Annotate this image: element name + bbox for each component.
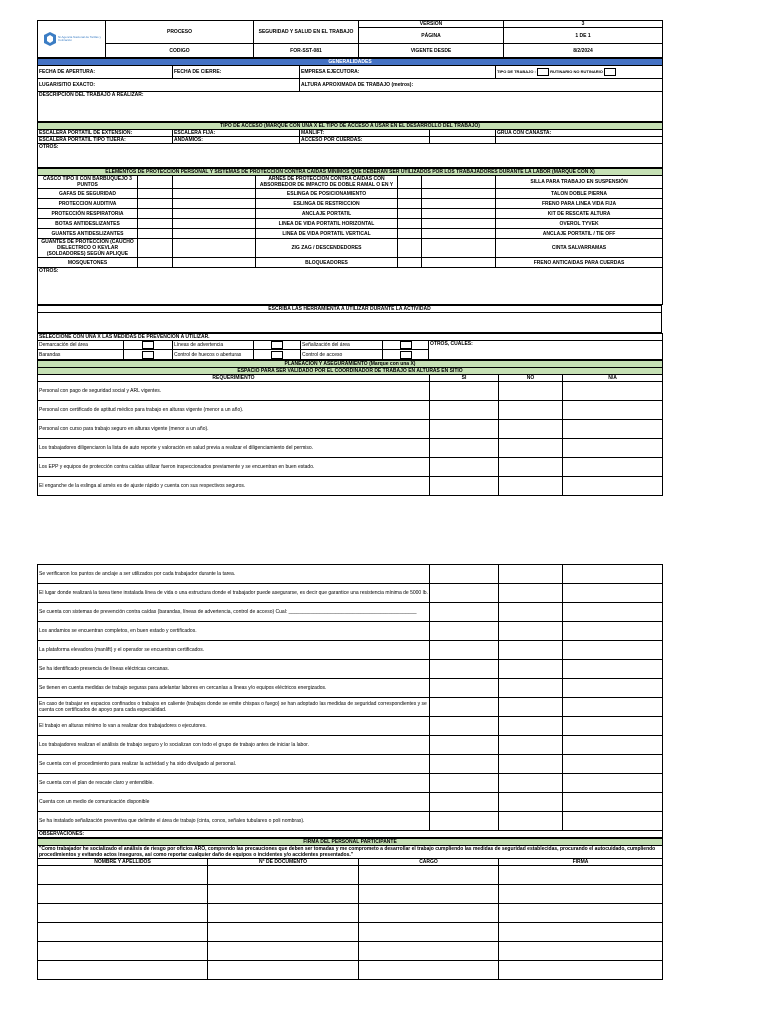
permit-page-1 [37,20,662,496]
requirement-no-cell[interactable] [499,382,563,401]
escalera-fija-option[interactable]: ESCALERA FIJA: [173,130,300,137]
signature-row [38,885,663,904]
epp-row [38,258,663,268]
requirement-text: Los andamios se encuentran completos, en buen estado y certificados. [38,622,430,641]
epp-item-mark[interactable] [138,209,173,219]
requirement-si-cell[interactable] [430,698,499,717]
requirement-no-cell[interactable] [499,439,563,458]
requirement-na-cell[interactable] [563,565,663,584]
requirement-si-cell[interactable] [430,439,499,458]
requirement-na-cell[interactable] [563,622,663,641]
requirement-row [38,755,663,774]
cargo-input-cell[interactable] [359,885,499,904]
no-rutinario-checkbox[interactable] [604,68,616,76]
epp-item-mark[interactable] [422,176,496,189]
requirement-si-cell[interactable] [430,736,499,755]
requirement-row [38,382,663,401]
requirement-row [38,774,663,793]
epp-item-mark[interactable] [398,229,422,239]
documento-input-cell[interactable] [208,904,359,923]
epp-item-label: CASCO TIPO II CON BARBUQUEJO 3 PUNTOS [38,176,138,189]
requirement-no-cell[interactable] [499,477,563,496]
grua-mark[interactable] [496,137,663,144]
epp-item-label: GAFAS DE SEGURIDAD [38,189,138,199]
epp-item-mark[interactable] [422,239,496,258]
documento-input-cell[interactable] [208,961,359,980]
lineas-checkbox[interactable] [271,341,283,349]
epp-item-mark[interactable] [138,199,173,209]
requirement-row [38,679,663,698]
cargo-input-cell[interactable] [359,942,499,961]
version-value: 3 [504,21,663,28]
requirement-row [38,793,663,812]
requirement-text: La plataforma elevadora (manlift) y el operador se encuentran certificados. [38,641,430,660]
no-rutinario-label: NO RUTINARIO [573,69,603,75]
barandas-checkbox[interactable] [142,351,154,359]
epp-item-mark[interactable] [173,209,256,219]
epp-item-label: ZIG ZAG / DESCENDEDORES [256,239,398,258]
epp-item-mark[interactable] [138,219,173,229]
requirement-si-cell[interactable] [430,774,499,793]
nombre-input-cell[interactable] [38,961,208,980]
fecha-apertura-field[interactable]: FECHA DE APERTURA: [38,66,173,79]
epp-item-mark[interactable] [398,258,422,268]
requirement-text: Personal con certificado de aptitud médico para trabajo en alturas vigente (menor a un año). [38,401,430,420]
requirement-text: Se ha instalado señalización preventiva que delimite el área de trabajo (cinta, conos, señales tubulares o poli nombras). [38,812,430,831]
observaciones-field[interactable]: OBSERVACIONES: [38,831,663,838]
requirement-na-cell[interactable] [563,774,663,793]
epp-item-mark[interactable] [398,199,422,209]
requirement-na-cell[interactable] [563,641,663,660]
requirement-no-cell[interactable] [499,774,563,793]
firma-input-cell[interactable] [499,904,663,923]
requirement-row [38,622,663,641]
manlift-option[interactable]: MANLIFT: [300,130,430,137]
requirement-na-cell[interactable] [563,660,663,679]
requirement-row [38,641,663,660]
epp-item-label: GUANTES ANTIDESLIZANTES [38,229,138,239]
epp-item-label: ESLINGA DE RESTRICCION [256,199,398,209]
requirement-text: Personal con pago de seguridad social y ARL vigentes. [38,382,430,401]
requirement-no-cell[interactable] [499,622,563,641]
requirement-no-cell[interactable] [499,755,563,774]
epp-item-mark[interactable] [422,199,496,209]
requirement-text: El lugar donde realizará la tarea tiene instalada línea de vida o una estructura donde el trabajador puede asegurarse, es decir que garantice una resistencia mínima de 5000 lb. [38,584,430,603]
vigente-label: VIGENTE DESDE [359,44,504,58]
col-cargo: CARGO [359,859,499,866]
cargo-input-cell[interactable] [359,923,499,942]
cargo-input-cell[interactable] [359,866,499,885]
escalera-extension-option[interactable]: ESCALERA PORTATIL DE EXTENSIÓN: [38,130,173,137]
planeacion-continued [37,564,663,838]
epp-row [38,176,663,189]
requirement-na-cell[interactable] [563,793,663,812]
epp-row [38,219,663,229]
requirement-na-cell[interactable] [563,755,663,774]
col-si: SI [430,375,499,382]
requirement-no-cell[interactable] [499,458,563,477]
requirement-si-cell[interactable] [430,420,499,439]
documento-input-cell[interactable] [208,885,359,904]
epp-row [38,229,663,239]
epp-item-label: BLOQUEADORES [256,258,398,268]
nombre-input-cell[interactable] [38,866,208,885]
grua-option[interactable]: GRÚA CON CANASTA: [496,130,663,137]
epp-item-label: FRENO ANTICAIDAS PARA CUERDAS [496,258,663,268]
requirement-text: El trabajo en alturas mínimo lo van a realizar dos trabajadores o ejecutores. [38,717,430,736]
requirement-na-cell[interactable] [563,717,663,736]
requirement-na-cell[interactable] [563,603,663,622]
requirement-text: Se cuenta con el plan de rescate claro y entendible. [38,774,430,793]
requirement-si-cell[interactable] [430,755,499,774]
epp-row [38,209,663,219]
requirement-text: Se ha identificado presencia de líneas eléctricas cercanas. [38,660,430,679]
requirement-si-cell[interactable] [430,565,499,584]
epp-item-label: LINEA DE VIDA PORTATIL VERTICAL [256,229,398,239]
control-huecos-checkbox[interactable] [271,351,283,359]
epp-item-label: FRENO PARA LINEA VIDA FIJA [496,199,663,209]
epp-item-mark[interactable] [398,209,422,219]
andamios-option[interactable]: ANDAMIOS: [173,137,300,144]
control-acceso-label: Control de acceso [301,350,383,360]
altura-field[interactable]: ALTURA APROXIMADA DE TRABAJO (metros): [300,79,663,92]
firma-input-cell[interactable] [499,961,663,980]
epp-item-mark[interactable] [398,239,422,258]
generalidades-section [37,58,663,122]
senalizacion-checkbox[interactable] [400,341,412,349]
tipo-acceso-title: TIPO DE ACCESO (MARQUE CON UNA X EL TIPO DE ACCESO A USAR EN EL DESARROLLO DEL TRABAJO) [38,123,663,130]
requirement-no-cell[interactable] [499,717,563,736]
epp-item-mark[interactable] [422,229,496,239]
requirement-no-cell[interactable] [499,584,563,603]
epp-item-label: PROTECCIÓN RESPIRATORIA [38,209,138,219]
signature-row [38,961,663,980]
epp-item-mark[interactable] [173,229,256,239]
requirement-text: En caso de trabajar en espacios confinados o trabajos en caliente (trabajos donde se emite chispas o fuego) se han adoptado las medidas de seguridad correspondientes y se cuenta con certificados de apoyo para cada especialidad. [38,698,430,717]
documento-input-cell[interactable] [208,866,359,885]
logo-cell [38,21,106,58]
epp-item-mark[interactable] [422,209,496,219]
epp-row [38,189,663,199]
nombre-input-cell[interactable] [38,885,208,904]
requirement-no-cell[interactable] [499,420,563,439]
company-logo-icon [42,31,58,47]
requirement-no-cell[interactable] [499,679,563,698]
requirement-row [38,420,663,439]
nombre-input-cell[interactable] [38,942,208,961]
epp-section [37,168,663,305]
requirement-na-cell[interactable] [563,420,663,439]
cargo-input-cell[interactable] [359,904,499,923]
epp-item-label: LINEA DE VIDA PORTATIL HORIZONTAL [256,219,398,229]
requirement-na-cell[interactable] [563,679,663,698]
requirement-no-cell[interactable] [499,793,563,812]
requirement-no-cell[interactable] [499,401,563,420]
medidas-title: SELECCIONE CON UNA X LAS MEDIDAS DE PREVENCIÓN A UTILIZAR. [38,334,663,341]
requirement-na-cell[interactable] [563,698,663,717]
requirement-na-cell[interactable] [563,382,663,401]
requirement-na-cell[interactable] [563,736,663,755]
requirement-si-cell[interactable] [430,793,499,812]
firma-section [37,838,663,980]
codigo-label: CODIGO [106,44,254,58]
planeacion-section [37,360,663,496]
fecha-cierre-field[interactable]: FECHA DE CIERRE: [173,66,300,79]
vigente-value: 8/2/2024 [504,44,663,58]
epp-item-label: CINTA SALVARRAMAS [496,239,663,258]
col-na: N/A [563,375,663,382]
epp-row [38,239,663,258]
epp-item-label: PROTECCION AUDITIVA [38,199,138,209]
requirement-no-cell[interactable] [499,641,563,660]
tipo-acceso-section [37,122,663,168]
requirement-si-cell[interactable] [430,679,499,698]
requirement-na-cell[interactable] [563,439,663,458]
requirement-no-cell[interactable] [499,812,563,831]
proceso-value: SEGURIDAD Y SALUD EN EL TRABAJO [254,21,359,44]
col-nombre: NOMBRE Y APELLIDOS [38,859,208,866]
descripcion-field[interactable]: DESCRIPCIÓN DEL TRABAJO A REALIZAR: [38,92,663,122]
requirement-si-cell[interactable] [430,477,499,496]
col-requerimiento: REQUERIMIENTO [38,375,430,382]
acceso-cuerdas-mark[interactable] [430,137,496,144]
empresa-ejecutora-field[interactable]: EMPRESA EJECUTORA: [300,66,496,79]
rutinario-checkbox[interactable] [537,68,549,76]
requirement-text: Se tienen en cuenta medidas de trabajo seguras para adelantar labores en cercanías a líneas y/o equipos eléctricos energizados. [38,679,430,698]
requirement-row [38,812,663,831]
document-header [37,20,663,58]
requirement-text: Se cuenta con el procedimiento para realizar la actividad y ha sido divulgado al personal. [38,755,430,774]
requirement-row [38,401,663,420]
epp-item-mark[interactable] [138,176,173,189]
epp-item-label: GUANTES DE PROTECCIÓN (CAUCHO DIELECTRICO O KEVLAR (SOLDADORES) SEGÚN APLIQUE [38,239,138,258]
pagina-value: 1 DE 1 [504,28,663,44]
requirement-no-cell[interactable] [499,736,563,755]
firma-input-cell[interactable] [499,866,663,885]
requirement-no-cell[interactable] [499,660,563,679]
requirement-na-cell[interactable] [563,458,663,477]
epp-item-mark[interactable] [173,176,256,189]
requirement-si-cell[interactable] [430,622,499,641]
permit-page-2 [37,564,662,980]
epp-item-mark[interactable] [398,189,422,199]
herramienta-section [37,305,662,333]
requirement-row [38,717,663,736]
requirement-text: Se cuenta con sistemas de prevención contra caídas (barandas, líneas de advertencia, control de acceso) Cual: ______________________________________________ [38,603,430,622]
firma-input-cell[interactable] [499,942,663,961]
epp-item-label: ANCLAJE PORTATIL [256,209,398,219]
requirement-text: Se verificaron los puntos de anclaje a ser utilizados por cada trabajador durante la tarea. [38,565,430,584]
documento-input-cell[interactable] [208,942,359,961]
requirement-na-cell[interactable] [563,812,663,831]
epp-item-mark[interactable] [173,258,256,268]
documento-input-cell[interactable] [208,923,359,942]
requirement-text: Los trabajadores diligenciaron la lista de auto reporte y valoración en salud previa a realizar el diligenciamiento del permiso. [38,439,430,458]
escalera-tijera-option[interactable]: ESCALERA PORTATIL TIPO TIJERA: [38,137,173,144]
requirement-si-cell[interactable] [430,603,499,622]
col-documento: N° DE DOCUMENTO [208,859,359,866]
nombre-input-cell[interactable] [38,923,208,942]
requirement-row [38,660,663,679]
epp-item-mark[interactable] [398,176,422,189]
codigo-value: FOR-SST-081 [254,44,359,58]
rutinario-label: RUTINARIO [550,69,573,75]
planeacion-title: PLANEACIÓN Y ASEGURAMIENTO (Marque con una X) [38,361,663,368]
epp-item-label: BOTAS ANTIDESLIZANTES [38,219,138,229]
acceso-otros-field[interactable]: OTROS: [38,144,663,168]
requirement-text: Personal con curso para trabajo seguro en alturas vigente (menor a un año). [38,420,430,439]
epp-item-mark[interactable] [398,219,422,229]
requirement-no-cell[interactable] [499,603,563,622]
medidas-section [37,333,663,360]
requirement-text: Cuenta con un medio de comunicación disponible [38,793,430,812]
col-firma: FIRMA [499,859,663,866]
requirement-text: Los trabajadores realizan el análisis de trabajo seguro y lo socializan con todo el grupo de trabajo antes de iniciar la labor. [38,736,430,755]
epp-item-mark[interactable] [173,239,256,258]
lineas-label: Líneas de advertencia [173,341,254,350]
tipo-trabajo-label: TIPO DE TRABAJO : [497,69,536,75]
epp-item-label: MOSQUETONES [38,258,138,268]
epp-item-label: TALON DOBLE PIERNA [496,189,663,199]
planeacion-subtitle: ESPACIO PARA SER VALIDADO POR EL COORDINADOR DE TRABAJO EN ALTURAS EN SITIO [38,368,663,375]
epp-item-mark[interactable] [138,239,173,258]
signature-row [38,942,663,961]
col-no: NO [499,375,563,382]
requirement-row [38,439,663,458]
requirement-row [38,698,663,717]
tipo-trabajo-cell [496,66,663,79]
proceso-label: PROCESO [106,21,254,44]
herramienta-title: ESCRIBA LAS HERRAMIENTA A UTILIZAR DURANTE LA ACTIVIDAD [38,306,662,313]
otros-cuales-field[interactable]: OTROS, CUALES: [429,341,663,360]
senalizacion-label: Señalización del área [301,341,383,350]
requirement-na-cell[interactable] [563,401,663,420]
firma-title: FIRMA DEL PERSONAL PARTICIPANTE [38,839,663,846]
epp-item-label: ESLINGA DE POSICIONAMIENTO [256,189,398,199]
requirement-text: Los EPP y equipos de protección contra caídas utilizar fueron inspeccionados previamente y se encuentran en buen estado. [38,458,430,477]
requirement-row [38,458,663,477]
signature-row [38,866,663,885]
requirement-row [38,603,663,622]
epp-item-mark[interactable] [138,258,173,268]
control-acceso-checkbox[interactable] [400,351,412,359]
requirement-si-cell[interactable] [430,401,499,420]
acceso-cuerdas-option[interactable]: ACCESO POR CUERDAS: [300,137,430,144]
epp-item-label: KIT DE RESCATE ALTURA [496,209,663,219]
firma-input-cell[interactable] [499,885,663,904]
requirement-text: El enganche de la eslinga al arnés es de ajuste rápido y cuenta con sus respectivos seguros. [38,477,430,496]
epp-item-mark[interactable] [173,219,256,229]
demarcacion-label: Demarcación del área [38,341,124,350]
pagina-label: PÁGINA [359,28,504,44]
signature-row [38,904,663,923]
barandas-label: Barandas [38,350,124,360]
epp-title: ELEMENTOS DE PROTECCIÓN PERSONAL Y SISTEMAS DE PROTECCIÓN CONTRA CAÍDAS MÍNIMOS QUE DEBERÁN SER UTILIZADOS POR LOS TRABAJADORES DURANTE LA LABOR (MARQUE CON X) [38,169,663,176]
epp-item-label: ARNÉS DE PROTECCIÓN CONTRA CAÍDAS CON ABSORBEDOR DE IMPACTO DE DOBLE RAMAL O EN Y [256,176,398,189]
firma-input-cell[interactable] [499,923,663,942]
epp-item-label: SILLA PARA TRABAJO EN SUSPENSIÓN [496,176,663,189]
epp-row [38,199,663,209]
requirement-si-cell[interactable] [430,584,499,603]
epp-item-label: ANCLAJE PORTATIL / TIE OFF [496,229,663,239]
generalidades-title: GENERALIDADES [38,59,663,66]
requirement-no-cell[interactable] [499,565,563,584]
requirement-na-cell[interactable] [563,477,663,496]
requirement-no-cell[interactable] [499,698,563,717]
requirement-si-cell[interactable] [430,717,499,736]
requirement-row [38,584,663,603]
logo-text: Ni Agencia Nacional de Tarifas y Cotización [58,35,101,42]
epp-item-mark[interactable] [138,189,173,199]
requirement-si-cell[interactable] [430,812,499,831]
signature-row [38,923,663,942]
nombre-input-cell[interactable] [38,904,208,923]
requirement-row [38,736,663,755]
requirement-si-cell[interactable] [430,660,499,679]
epp-item-mark[interactable] [422,258,496,268]
epp-item-mark[interactable] [173,199,256,209]
herramienta-field[interactable] [38,313,662,333]
requirement-si-cell[interactable] [430,382,499,401]
firma-statement: "Como trabajador he socializado el análisis de riesgo por oficios ARO, comprendo las precauciones que deben ser tomadas y me comprometo a desarrollar el trabajo cumpliendo las medidas de seguridad establecidas, procurando el autocuidado, cumpliendo procedimientos y evitando actos inseguros, así como reportar cualquier daño de equipos o incidentes y/o accidentes presentados." [38,846,663,859]
epp-item-mark[interactable] [422,219,496,229]
epp-item-label: OVEROL TYVEK [496,219,663,229]
lugar-field[interactable]: LUGAR/SITIO EXACTO: [38,79,300,92]
epp-otros-field[interactable]: OTROS: [38,268,663,305]
requirement-row [38,477,663,496]
requirement-si-cell[interactable] [430,641,499,660]
requirement-si-cell[interactable] [430,458,499,477]
version-label: VERSIÓN [359,21,504,28]
requirement-row [38,565,663,584]
epp-item-mark[interactable] [138,229,173,239]
epp-item-mark[interactable] [173,189,256,199]
control-huecos-label: Control de huecos o aberturas [173,350,254,360]
manlift-mark[interactable] [430,130,496,137]
demarcacion-checkbox[interactable] [142,341,154,349]
requirement-na-cell[interactable] [563,584,663,603]
cargo-input-cell[interactable] [359,961,499,980]
epp-item-mark[interactable] [422,189,496,199]
